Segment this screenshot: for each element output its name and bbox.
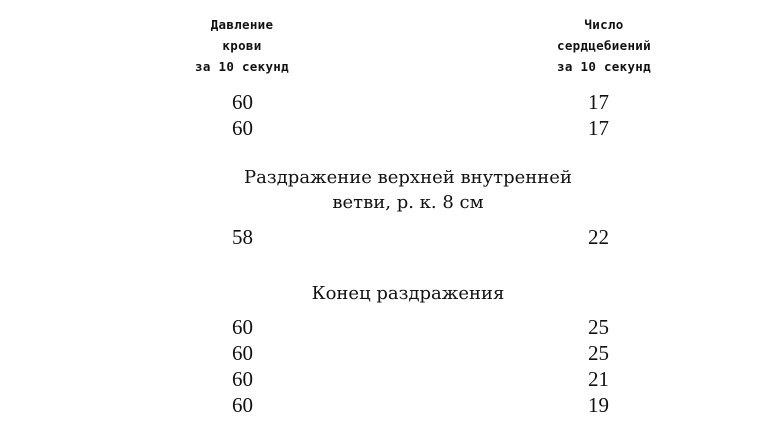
column-header-line: за 10 секунд bbox=[557, 59, 651, 74]
heartbeat-value: 21 bbox=[588, 367, 609, 391]
pressure-value: 58 bbox=[232, 225, 253, 249]
column-header-line: сердцебиений bbox=[557, 38, 651, 53]
heartbeat-value: 17 bbox=[588, 90, 609, 114]
heartbeat-value: 17 bbox=[588, 116, 609, 140]
pressure-value: 60 bbox=[232, 116, 253, 140]
section-title-line: Конец раздражения bbox=[311, 283, 505, 304]
section-title-stimulation bbox=[240, 165, 576, 215]
column-header-heartbeats bbox=[540, 14, 668, 77]
pressure-value: 60 bbox=[232, 393, 253, 417]
column-header-blood-pressure bbox=[182, 14, 302, 77]
pressure-value: 60 bbox=[232, 341, 253, 365]
section-title-line: ветви, р. к. 8 см bbox=[332, 192, 484, 213]
column-header-line: за 10 секунд bbox=[195, 59, 289, 74]
column-header-line: Число bbox=[584, 17, 624, 32]
section-title-line: Раздражение верхней внутренней bbox=[244, 167, 572, 188]
pressure-value: 60 bbox=[232, 90, 253, 114]
pressure-value: 60 bbox=[232, 315, 253, 339]
pressure-value: 60 bbox=[232, 367, 253, 391]
section-title-end-of-stimulation bbox=[240, 281, 576, 306]
heartbeat-value: 25 bbox=[588, 341, 609, 365]
heartbeat-value: 19 bbox=[588, 393, 609, 417]
heartbeat-value: 25 bbox=[588, 315, 609, 339]
heartbeat-value: 22 bbox=[588, 225, 609, 249]
column-header-line: крови bbox=[222, 38, 262, 53]
column-header-line: Давление bbox=[210, 17, 274, 32]
